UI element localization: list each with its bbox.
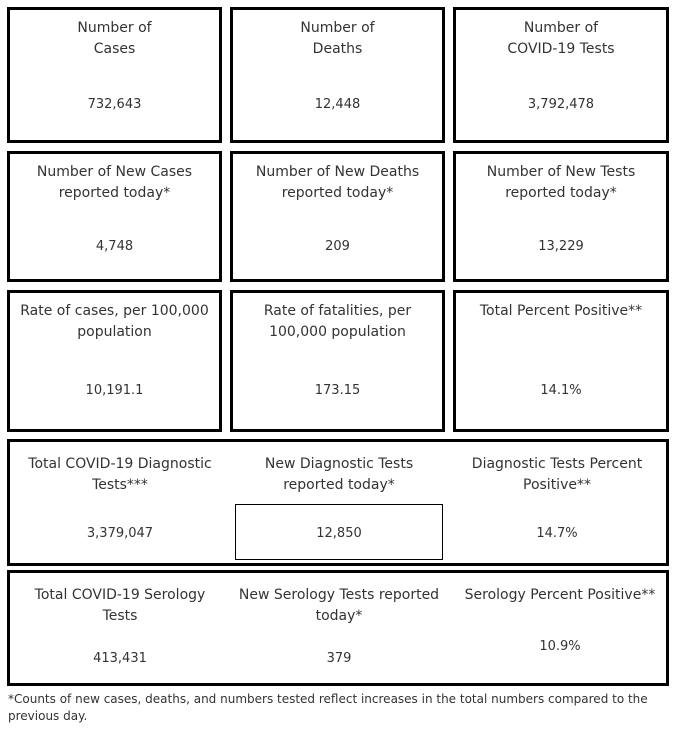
diagnostic-total-label: Total COVID-19 Diagnostic Tests*** xyxy=(28,456,212,493)
cases-card xyxy=(7,7,222,143)
new-cases-label: Number of New Cases reported today* xyxy=(36,164,193,201)
new-tests-label: Number of New Tests reported today* xyxy=(486,164,636,201)
cases-label: Number of Cases xyxy=(77,20,152,57)
tests-card xyxy=(453,7,669,143)
percent-positive-label: Total Percent Positive** xyxy=(479,303,643,319)
case-rate-value: 10,191.1 xyxy=(85,383,144,398)
diagnostic-percent-cell xyxy=(448,442,666,563)
deaths-value: 12,448 xyxy=(314,97,361,112)
percent-positive-value: 14.1% xyxy=(540,383,582,398)
case-rate-label: Rate of cases, per 100,000 population xyxy=(20,303,209,340)
case-rate-card xyxy=(7,290,222,432)
new-cases-card xyxy=(7,151,222,282)
footnote: *Counts of new cases, deaths, and numbers tested reflect increases in the total numbers compared to the previous day. xyxy=(8,692,648,723)
serology-panel xyxy=(7,570,669,686)
serology-new-value: 379 xyxy=(326,651,352,666)
new-deaths-value: 209 xyxy=(325,239,350,254)
diagnostic-new-cell xyxy=(230,442,448,563)
new-cases-value: 4,748 xyxy=(95,239,134,254)
diagnostic-percent-label: Diagnostic Tests Percent Positive** xyxy=(471,456,643,493)
new-deaths-card xyxy=(230,151,445,282)
fatality-rate-label: Rate of fatalities, per 100,000 population xyxy=(263,303,412,340)
serology-percent-cell xyxy=(448,573,672,683)
serology-total-cell xyxy=(10,573,230,683)
serology-percent-label: Serology Percent Positive** xyxy=(464,587,656,603)
diagnostic-total-value: 3,379,047 xyxy=(86,526,154,541)
diagnostic-percent-value: 14.7% xyxy=(536,526,578,541)
serology-percent-value: 10.9% xyxy=(539,639,581,654)
serology-total-value: 413,431 xyxy=(93,651,147,666)
cases-value: 732,643 xyxy=(87,97,142,112)
diagnostic-total-cell xyxy=(10,442,230,563)
new-deaths-label: Number of New Deaths reported today* xyxy=(255,164,420,201)
diagnostic-panel xyxy=(7,439,669,566)
serology-new-label: New Serology Tests reported today* xyxy=(238,587,440,624)
fatality-rate-card xyxy=(230,290,445,432)
tests-label: Number of COVID-19 Tests xyxy=(507,20,615,57)
serology-new-cell xyxy=(230,573,448,683)
fatality-rate-value: 173.15 xyxy=(314,383,361,398)
percent-positive-card xyxy=(453,290,669,432)
serology-total-label: Total COVID-19 Serology Tests xyxy=(34,587,206,624)
new-tests-card xyxy=(453,151,669,282)
deaths-card xyxy=(230,7,445,143)
tests-value: 3,792,478 xyxy=(527,97,595,112)
diagnostic-new-value: 12,850 xyxy=(316,526,362,541)
new-tests-value: 13,229 xyxy=(538,239,584,254)
diagnostic-new-label: New Diagnostic Tests reported today* xyxy=(264,456,414,493)
deaths-label: Number of Deaths xyxy=(300,20,375,57)
